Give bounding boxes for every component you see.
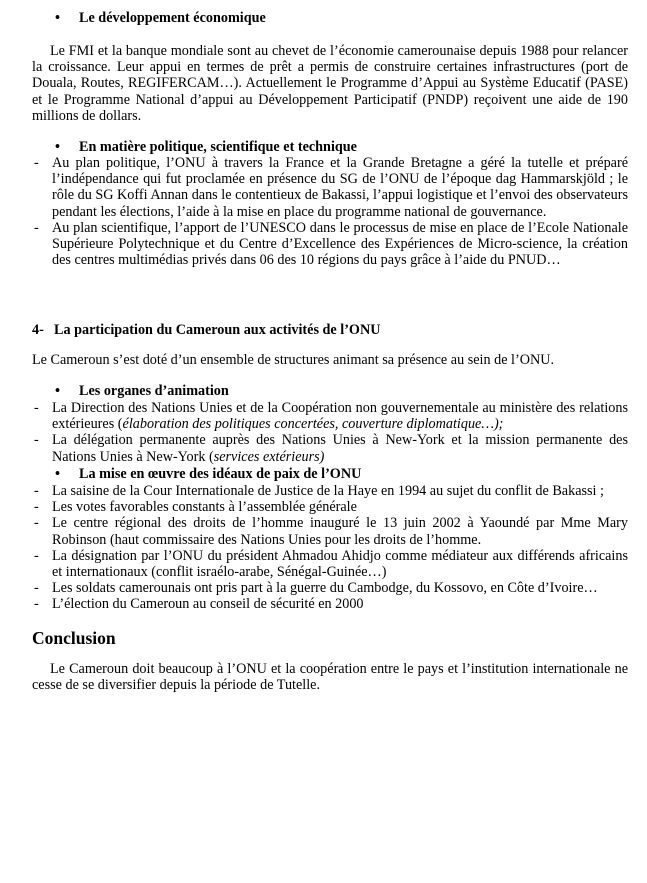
list-item: - La saisine de la Cour Internationale de Justice de la Haye en 1994 au sujet du conflit de Bakassi ; [34,483,604,499]
dash-icon: - [34,155,39,171]
dash-icon: - [34,400,39,416]
list-item: - L’élection du Cameroun au conseil de sécurité en 2000 [34,596,364,613]
dash-icon: - [34,219,39,236]
heading-organs: Les organes d’animation [79,383,229,399]
list-item: - La délégation permanente auprès des Nations Unies à New-York et la mission permanente des Nations Unies à New-York (services extérieurs) [34,432,628,465]
bullet-icon: • [55,383,60,399]
heading-development: Le développement économique [79,10,266,26]
list-item: - Les soldats camerounais ont pris part à la guerre du Cambodge, du Kossovo, en Côte d’Ivoire… [34,580,598,597]
list-item: - La Direction des Nations Unies et de la Coopération non gouvernementale au ministère des relations extérieures (élaboration des politiques concertées, couverture diplomatique…); [34,400,628,433]
section-4-intro: Le Cameroun s’est doté d’un ensemble de structures animant sa présence au sein de l’ONU. [32,352,555,368]
list-organs [32,400,628,465]
list-item: - Au plan scientifique, l’apport de l’UNESCO dans le processus de mise en place de l’Ecole Nationale Supérieure Polytechnique et du Centre d’Excellence des Expériences de Micro-science, la création des centres multimédias privés dans 06 des 10 régions du pays grâce à l’aide du PNUD… [34,219,628,269]
heading-politics: En matière politique, scientifique et technique [79,139,357,155]
dash-icon: - [34,596,39,613]
heading-peace: La mise en œuvre des idéaux de paix de l’ONU [79,466,362,482]
dash-icon: - [34,499,39,516]
dash-icon: - [34,515,39,532]
list-politics [32,155,628,268]
bullet-icon: • [55,139,60,155]
dash-icon: - [34,547,39,564]
list-item: - La désignation par l’ONU du président Ahmadou Ahidjo comme médiateur aux différends africains et internationaux (conflit israélo-arabe, Sénégal-Guinée…) [34,547,628,581]
list-peace [32,483,628,613]
dash-icon: - [34,483,39,499]
paragraph-development: Le FMI et la banque mondiale sont au chevet de l’économie camerounaise depuis 1988 pour relancer la croissance. Leur appui en termes de prêt a permis de construire certaines infrastructures (port de Douala, Routes, REGIFERCAM…). Actuellement le Programme d’Appui au Système Educatif (PASE) et le Programme National d’appui au Développement Participatif (PNDP) reçoivent une aide de 190 millions de dollars. [32,43,628,124]
conclusion-title: Conclusion [32,628,116,648]
dash-icon: - [34,580,39,597]
section-4-title: 4- La participation du Cameroun aux activités de l’ONU [32,322,381,338]
conclusion-paragraph: Le Cameroun doit beaucoup à l’ONU et la coopération entre le pays et l’institution internationale ne cesse de se diversifier depuis la période de Tutelle. [32,661,628,694]
list-item: - Les votes favorables constants à l’assemblée générale [34,499,357,516]
bullet-icon: • [55,10,60,26]
dash-icon: - [34,432,39,449]
bullet-icon: • [55,466,60,482]
list-item: - Le centre régional des droits de l’homme inauguré le 13 juin 2002 à Yaoundé par Mme Mary Robinson (haut commissaire des Nations Unies pour les droits de l’homme. [34,515,628,548]
list-item: - Au plan politique, l’ONU à travers la France et la Grande Bretagne a géré la tutelle et préparé l’indépendance qui fut proclamée en présence du SG de l’ONU de l’époque dag Hammarskjöld ; le rôle du SG Koffi Annan dans le contentieux de Bakassi, l’appui logistique et l’envoi des observateurs pendant les élections, l’aide à la mise en place du programme national de gouvernance. [34,155,628,220]
